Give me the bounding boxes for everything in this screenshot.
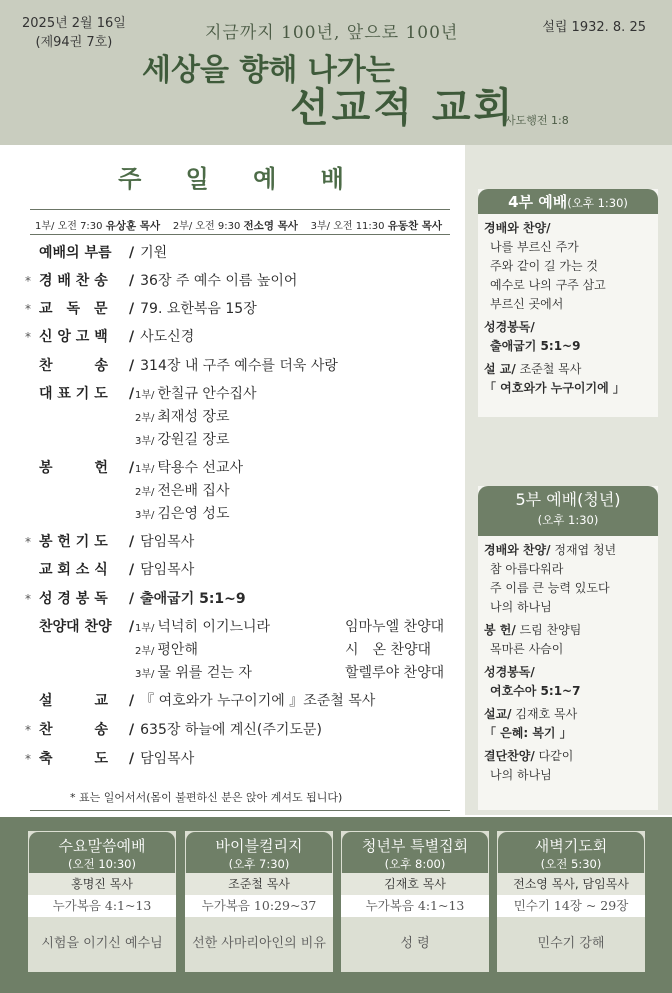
order-value: 담임목사 bbox=[140, 534, 195, 550]
order-label: 교 회 소 식 bbox=[39, 562, 108, 578]
weekly-meetings bbox=[0, 817, 672, 993]
founded-date: 설립 1932. 8. 25 bbox=[542, 20, 646, 35]
order-label: 교 독 문 bbox=[39, 301, 108, 317]
order-label: 축 도 bbox=[39, 751, 109, 767]
meeting-topic: 선한 사마리아인의 비유 bbox=[185, 917, 333, 971]
offering-3: 3부/ 김은영 성도 bbox=[135, 506, 230, 522]
meeting-topic: 민수기 강해 bbox=[497, 917, 645, 971]
order-item-choir: 찬양대 찬양 / bbox=[25, 616, 140, 636]
service-1-label: 1부/ 오전 7:30 bbox=[35, 221, 103, 232]
meeting-preacher: 홍명진 목사 bbox=[28, 873, 176, 895]
header-title-line1: 세상을 향해 나가는 bbox=[142, 53, 395, 88]
order-item-prayer: 대 표 기 도 / bbox=[25, 383, 140, 403]
offering-2: 2부/ 전은배 집사 bbox=[135, 483, 230, 499]
order-value: 담임목사 bbox=[140, 562, 195, 578]
meeting-time: (오전 5:30) bbox=[540, 857, 602, 871]
divider bbox=[30, 209, 450, 210]
service-5-time: (오후 1:30) bbox=[537, 513, 599, 527]
order-item: * 신 앙 고 백 / 사도신경 bbox=[25, 326, 194, 346]
order-label: 찬 송 bbox=[39, 358, 109, 374]
date-text: 2025년 2월 16일 bbox=[22, 16, 126, 31]
order-label: 봉 헌 bbox=[39, 460, 109, 476]
prayer-3: 3부/ 강원길 장로 bbox=[135, 432, 230, 448]
order-item: * 축 도 / 담임목사 bbox=[25, 748, 194, 768]
order-label: 찬 송 bbox=[39, 722, 109, 738]
order-value: 79. 요한복음 15장 bbox=[140, 301, 257, 317]
choir-3-name: 할렐루야 찬양대 bbox=[345, 665, 445, 681]
meeting-time: (오전 10:30) bbox=[68, 857, 136, 871]
meeting-name: 바이블컬리지 bbox=[215, 837, 303, 855]
service-3-label: 3부/ 오전 11:30 bbox=[310, 221, 385, 232]
service-4-time: (오후 1:30) bbox=[567, 196, 628, 210]
choir-1-name: 임마누엘 찬양대 bbox=[345, 619, 445, 635]
section-title: 주 일 예 배 bbox=[118, 165, 362, 193]
meeting-card-youth bbox=[341, 831, 489, 972]
service-4-box bbox=[478, 189, 658, 417]
choir-2-name: 시 온 찬양대 bbox=[345, 642, 432, 658]
order-value: 기원 bbox=[140, 245, 168, 261]
order-item: * 찬 송 / 635장 하늘에 계신(주기도문) bbox=[25, 719, 322, 739]
meeting-name: 청년부 특별집회 bbox=[361, 837, 469, 855]
order-item: * 봉 헌 기 도 / 담임목사 bbox=[25, 531, 194, 551]
offering-1: 1부/ 탁용수 선교사 bbox=[135, 460, 244, 476]
issue-date bbox=[22, 14, 126, 52]
meeting-preacher: 조준철 목사 bbox=[185, 873, 333, 895]
service-4-header bbox=[478, 189, 658, 214]
order-value: 사도신경 bbox=[140, 329, 195, 345]
meeting-name: 새벽기도회 bbox=[534, 837, 608, 855]
divider bbox=[30, 810, 450, 811]
service-2-pastor: 전소영 목사 bbox=[243, 220, 298, 232]
meeting-time: (오후 8:00) bbox=[384, 857, 446, 871]
meeting-card-dawn-prayer bbox=[497, 831, 645, 972]
service-4-body: 경배와 찬양/ 나를 부르신 주가 주와 같이 길 가는 것 예수로 나의 구주 삼고 부르신 곳에서 성경봉독/ 출애굽기 5:1~9 설 교/ 조준철 목사 「 여호와가 누구이기에 」 bbox=[484, 221, 625, 395]
order-item-sermon: 설 교 / 『 여호와가 누구이기에 』조준철 목사 bbox=[25, 690, 375, 710]
service-5-title: 5부 예배(청년) bbox=[515, 490, 621, 509]
order-value: 36장 주 예수 이름 높이어 bbox=[140, 273, 298, 289]
choir-1-song: 1부/ 넉넉히 이기느니라 bbox=[135, 619, 271, 635]
meeting-card-wednesday bbox=[28, 831, 176, 972]
prayer-2: 2부/ 최재성 장로 bbox=[135, 409, 230, 425]
order-item: 예배의 부름 / 기원 bbox=[25, 242, 167, 262]
choir-2-song: 2부/ 평안해 bbox=[135, 642, 198, 658]
meeting-topic: 성 령 bbox=[341, 917, 489, 971]
service-2-label: 2부/ 오전 9:30 bbox=[172, 221, 241, 232]
scripture-reference: 사도행전 1:8 bbox=[505, 114, 569, 127]
bulletin-header bbox=[0, 0, 672, 145]
meeting-preacher: 전소영 목사, 담임목사 bbox=[497, 873, 645, 895]
order-item: * 경 배 찬 송 / 36장 주 예수 이름 높이어 bbox=[25, 270, 297, 290]
order-item: * 교 독 문 / 79. 요한복음 15장 bbox=[25, 298, 257, 318]
order-value: 635장 하늘에 계신(주기도문) bbox=[140, 722, 322, 738]
order-value: 담임목사 bbox=[140, 751, 195, 767]
choir-3-song: 3부/ 물 위를 걷는 자 bbox=[135, 665, 252, 681]
order-label: 예배의 부름 bbox=[39, 245, 112, 261]
standing-note: * 표는 일어서서(몸이 불편하신 분은 앉아 계셔도 됩니다) bbox=[70, 791, 343, 804]
order-label: 찬양대 찬양 bbox=[39, 619, 112, 635]
service-3-pastor: 유동찬 목사 bbox=[387, 220, 443, 232]
order-value: 『 여호와가 누구이기에 』조준철 목사 bbox=[140, 693, 376, 709]
service-5-header bbox=[478, 486, 658, 536]
order-label: 설 교 bbox=[39, 693, 109, 709]
meeting-verse: 누가복음 4:1~13 bbox=[28, 895, 176, 917]
order-label: 경 배 찬 송 bbox=[39, 273, 108, 289]
prayer-1: 1부/ 한칠규 안수집사 bbox=[135, 386, 257, 402]
meeting-topic: 시험을 이기신 예수님 bbox=[28, 917, 176, 971]
divider bbox=[30, 234, 450, 235]
order-label: 신 앙 고 백 bbox=[39, 329, 108, 345]
sidebar bbox=[465, 145, 672, 815]
meeting-verse: 누가복음 4:1~13 bbox=[341, 895, 489, 917]
header-subtitle: 지금까지 100년, 앞으로 100년 bbox=[205, 23, 459, 43]
service-times bbox=[35, 217, 442, 233]
service-4-title: 4부 예배 bbox=[508, 193, 568, 211]
order-value: 출애굽기 5:1~9 bbox=[140, 591, 246, 607]
meeting-time: (오후 7:30) bbox=[228, 857, 290, 871]
meeting-verse: 누가복음 10:29~37 bbox=[185, 895, 333, 917]
service-5-box bbox=[478, 486, 658, 810]
order-item: * 성 경 봉 독 / 출애굽기 5:1~9 bbox=[25, 588, 246, 608]
service-5-body: 경배와 찬양/ 정재엽 청년 참 아름다워라 주 이름 큰 능력 있도다 나의 하나님 봉 헌/ 드림 찬양팀 목마른 사슴이 성경봉독/ 여호수아 5:1~7 설교/ 김재호 목사 「 은혜: 복기 」 결단찬양/ 다같이 나의 하나님 bbox=[484, 543, 617, 782]
order-label: 봉 헌 기 도 bbox=[39, 534, 108, 550]
meeting-card-bible-college bbox=[185, 831, 333, 972]
order-value: 314장 내 구주 예수를 더욱 사랑 bbox=[140, 358, 338, 374]
meeting-preacher: 김재호 목사 bbox=[341, 873, 489, 895]
header-title-line2: 선교적 교회 bbox=[290, 84, 516, 131]
order-item: 찬 송 / 314장 내 구주 예수를 더욱 사랑 bbox=[25, 355, 338, 375]
order-label: 성 경 봉 독 bbox=[39, 591, 108, 607]
sunday-worship-order bbox=[25, 145, 455, 815]
meeting-name: 수요말씀예배 bbox=[58, 837, 146, 855]
order-label: 대 표 기 도 bbox=[39, 386, 108, 402]
order-item: 교 회 소 식 / 담임목사 bbox=[25, 559, 194, 579]
meeting-verse: 민수기 14장 ~ 29장 bbox=[497, 895, 645, 917]
order-item-offering: 봉 헌 / bbox=[25, 457, 140, 477]
service-1-pastor: 유상훈 목사 bbox=[105, 220, 161, 232]
issue-number: (제94권 7호) bbox=[35, 35, 113, 50]
